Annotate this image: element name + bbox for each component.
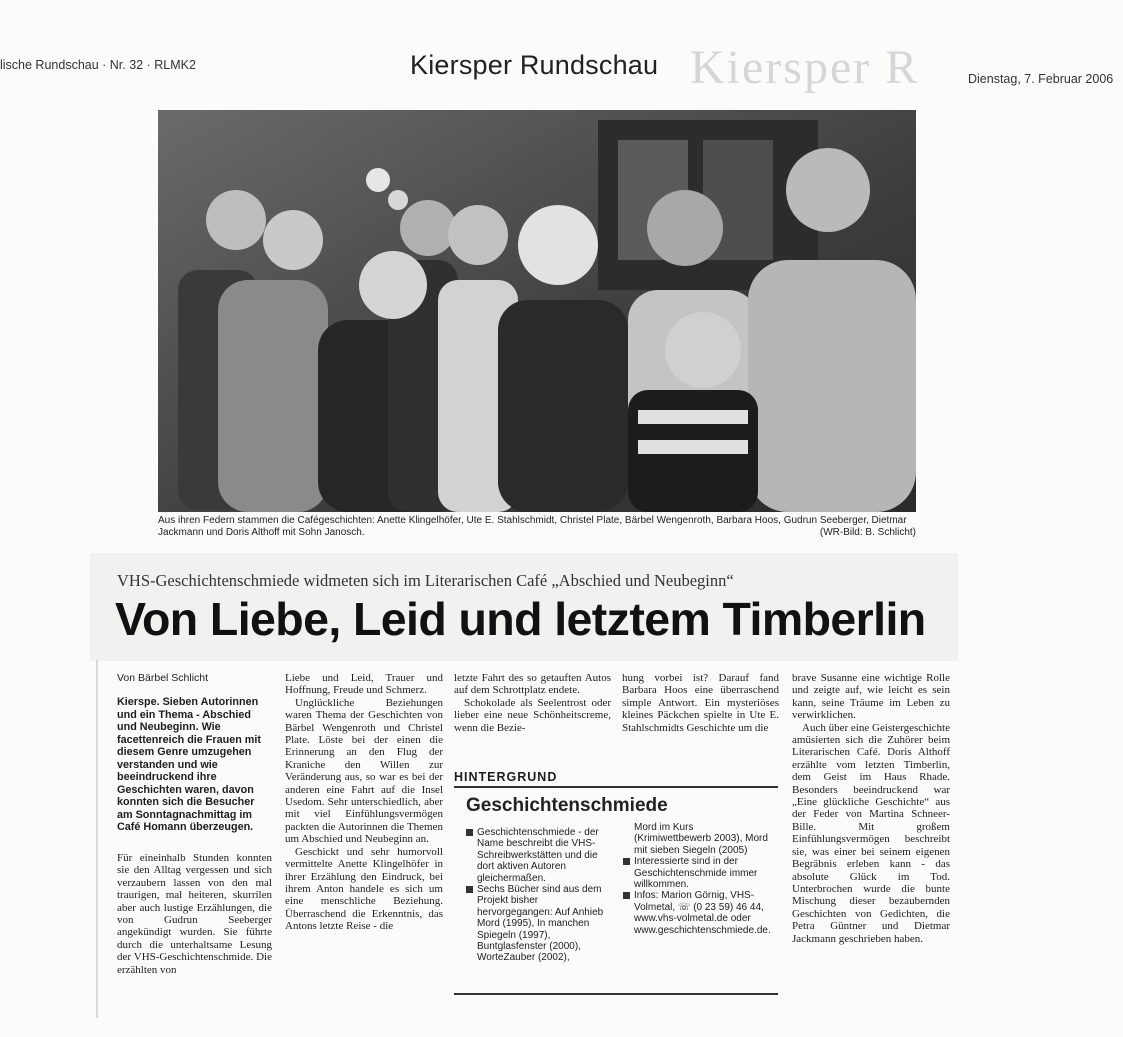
paragraph: hung vorbei ist? Darauf fand Barbara Hoos eine überraschend simple Antwort. Ein mysteriöses kleines Päckchen spielte in Ute E. Stahlschmidts Geschichte um die [622,672,779,734]
caption-text: Aus ihren Federn stammen die Cafégeschichten: Anette Klingelhöfer, Ute E. Stahlschmidt, Christel Plate, Bärbel Wengenroth, Barbara Hoos, Gudrun Seeberger, Dietmar Jackmann und Doris Althoff mit Sohn Janosch. [158,515,907,538]
article-headline: Von Liebe, Leid und letztem Timberlin [115,593,926,645]
byline: Von Bärbel Schlicht [117,672,209,684]
box-title: Geschichtenschmiede [466,795,668,816]
box-item: Geschichtenschmiede - der Name beschreibt die VHS-Schreibwerkstätten und die dort aktiven Autoren gleichermaßen. [466,827,616,884]
lead-paragraph: Kierspe. Sieben Autorinnen und ein Thema - Abschied und Neubeginn. Wie facettenreich die Frauen mit diesem Genre umzugehen verstanden und wie beeindruckend ihre Geschichten waren, davon konnten sich die Besucher am Sonntagnachmittag im Café Homann überzeugen. [117,696,261,834]
article-column-1 [117,672,272,976]
article-column-4 [622,672,779,734]
group-photo [158,110,916,512]
box-item-continued: Mord im Kurs (Krimiwettbewerb 2003), Mord mit sieben Siegeln (2005) [634,822,768,856]
paragraph: Auch über eine Geistergeschichte amüsierten sich die Zuhörer beim Literarischen Café. Doris Althoff erzählte vom letzten Timberlin, dem Geist im Haus Rhade. Besonders beeindruckend war „Eine glückliche Geschichte“ aus der Feder von Martina Schneer-Bille. Mit großem Einfühlungsvermögen beschreibt sie, was einer bei seinem eigenen Begräbnis erleben kann - das absolute Glück im Tod. Unterbrochen wurde die bunte Mischung dieser bezaubernden Geschichten von Gedichten, die Petra Güntner und Dietmar Jackmann geschrieben haben. [792,721,950,945]
box-rule-bottom [454,993,778,995]
box-column-2 [623,822,773,936]
paragraph: brave Susanne eine wichtige Rolle und zeigte auf, wie leicht es sein kann, seine Träume im Leben zu verwirklichen. [792,672,950,722]
article-column-2 [285,672,443,933]
page-header-date: Dienstag, 7. Februar 2006 [968,72,1114,86]
box-label: HINTERGRUND [454,770,558,784]
box-item: Sechs Bücher sind aus dem Projekt bisher hervorgegangen: Auf Anhieb Mord (1995), In manchen Spiegeln (1997), Buntglasfenster (2000), WorteZauber (2002), [466,884,616,964]
box-item: Interessierte sind in der Geschichtenschmide immer willkommen. [623,856,773,890]
paragraph: Unglückliche Beziehungen waren Thema der Geschichten von Bärbel Wengenroth und Christel Plate. Löste bei der einen die Erinnerung an den Flug der Kraniche den Willen zur Veränderung aus, so war es bei der anderen eine Fahrt auf die Insel Usedom. Sehr unterschiedlich, aber mit viel Einfühlungsvermögen packten die Autorinnen die Themen um Abschied und Neubeginn an. [285,696,443,846]
box-item: Infos: Marion Görnig, VHS-Volmetal, ☏ (0 23 59) 46 44, www.vhs-volmetal.de oder www.geschichtenschmiede.de. [623,890,773,936]
photo-credit: (WR-Bild: B. Schlicht) [819,527,916,538]
bleed-through-text: Kiersper R [690,41,920,94]
photo-caption [158,515,916,539]
scan-edge [96,660,98,1018]
box-rule-top [454,786,778,788]
article-column-3 [454,672,611,734]
page-header-left: lische Rundschau · Nr. 32 · RLMK2 [0,58,196,72]
paragraph: letzte Fahrt des so getauften Autos auf dem Schrottplatz endete. [454,672,611,697]
paragraph: Schokolade als Seelentrost oder lieber eine neue Schönheitscreme, wenn die Bezie- [454,696,611,734]
box-column-1 [466,827,616,964]
article-column-5 [792,672,950,945]
paragraph: Für eineinhalb Stunden konnten sie den Alltag vergessen und sich verzaubern lassen von den mal traurigen, mal heiteren, skurrilen aber auch lustige Erzählungen, die von Gudrun Seeberger angekündigt wurden. Sie führte durch die unterhaltsame Lesung der VHS-Geschichtenschmide. Die erzählten von [117,851,272,976]
paragraph: Geschickt und sehr humorvoll vermittelte Anette Klingelhöfer in ihrer Erzählung den Eindruck, bei ihrem Anton handele es sich um eine menschliche Beziehung. Überraschend die Erkenntnis, das Antons letzte Reise - die [285,845,443,933]
paragraph: Liebe und Leid, Trauer und Hoffnung, Freude und Schmerz. [285,672,443,697]
section-title: Kiersper Rundschau [410,50,659,80]
article-kicker: VHS-Geschichtenschmiede widmeten sich im Literarischen Café „Abschied und Neubeginn“ [117,571,734,590]
